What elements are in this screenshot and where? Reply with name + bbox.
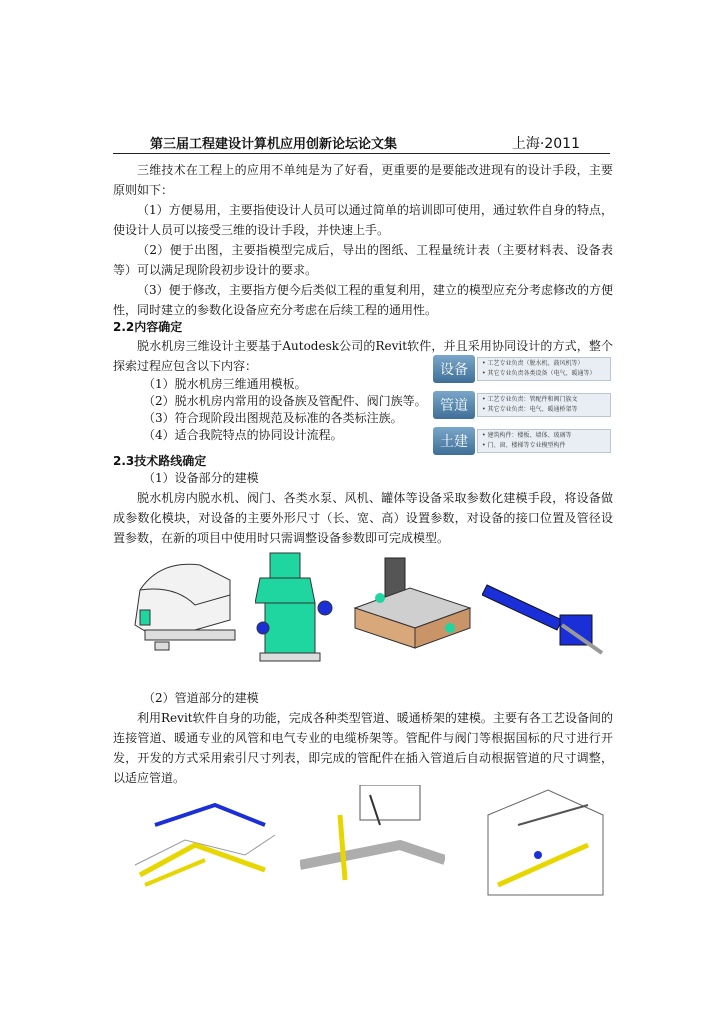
list-item: （3）符合现阶段出图规范及标准的各类标注族。 [143, 411, 403, 425]
page-header [113, 131, 610, 154]
principle-2: （2）便于出图，主要指模型完成后，导出的图纸、工程量统计表（主要材料表、设备表等）可以满足现阶段初步设计的要求。 [113, 243, 613, 277]
diagram-line: • 其它专业负责各类设备（电气、暖通等） [482, 370, 596, 377]
diagram-row-equipment [433, 355, 611, 383]
section-2-2-text: 脱水机房三维设计主要基于Autodesk公司的Revit软件，并且采用协同设计的方式，整个探索过程应包含以下内容： [113, 339, 613, 373]
diagram-row-pipe [433, 391, 611, 419]
section-2-3-title: 2.3技术路线确定 [113, 454, 207, 468]
diagram-panel [477, 393, 611, 417]
diagram-line: • 工艺专业负责（脱水机、鼓风机等） [482, 360, 584, 367]
diagram-label: 土建 [433, 427, 475, 455]
dewatering-machine-image [120, 550, 250, 660]
diagram-label: 管道 [433, 391, 475, 419]
reactor-tank-image [350, 553, 475, 653]
pipe-model-image-2 [300, 785, 445, 895]
diagram-line: • 门、窗、楼梯等专业模型构件 [482, 442, 566, 449]
diagram-line: • 工艺专业负责：管配件和阀门族文 [482, 396, 578, 403]
tank-image [255, 548, 345, 668]
diagram-panel [477, 429, 611, 453]
principle-3: （3）便于修改，主要指方便今后类似工程的重复利用，建立的模型应充分考虑修改的方便性，同时建立的参数化设备应充分考虑在后续工程的通用性。 [113, 283, 613, 317]
diagram-line: • 建筑构件：楼板、墙体、玻璃等 [482, 432, 572, 439]
intro-paragraph: 三维技术在工程上的应用不单纯是为了好看，更重要的是要能改进现有的设计手段，主要原则如下： [113, 163, 613, 197]
modeling-diagram [433, 355, 611, 463]
diagram-line: • 其它专业负责：电气、暖通桥架等 [482, 406, 578, 413]
section-2-3-sub2: （2）管道部分的建模 [143, 691, 259, 705]
section-2-3-text2: 利用Revit软件自身的功能，完成各种类型管道、暖通桥架的建模。主要有各工艺设备间的连接管道、暖通专业的风管和电气专业的电缆桥架等。管配件与阀门等根据国标的尺寸进行开发，开发的方式采用索引尺寸列表，即完成的管配件在插入管道后自动根据管道的尺寸调整，以适应管道。 [113, 711, 613, 785]
diagram-label: 设备 [433, 355, 475, 383]
diagram-row-civil [433, 427, 611, 455]
header-place-year: 上海·2011 [511, 136, 580, 152]
list-item: （2）脱水机房内常用的设备族及管配件、阀门族等。 [143, 394, 427, 408]
list-item: （1）脱水机房三维通用模板。 [143, 377, 307, 391]
pipe-model-image-3 [478, 785, 608, 905]
pump-image [482, 575, 607, 660]
section-2-3-text1: 脱水机房内脱水机、阀门、各类水泵、风机、罐体等设备采取参数化建模手段，将设备做成参数化模块，对设备的主要外形尺寸（长、宽、高）设置参数，对设备的接口位置及管径设置参数，在新的项目中使用时只需调整设备参数即可完成模型。 [113, 491, 613, 545]
diagram-panel [477, 357, 611, 381]
list-item: （4）适合我院特点的协同设计流程。 [143, 428, 343, 442]
principle-1: （1）方便易用，主要指使设计人员可以通过简单的培训即可使用，通过软件自身的特点，使设计人员可以接受三维的设计手段，并快速上手。 [113, 203, 613, 237]
section-2-3-sub1: （1）设备部分的建模 [143, 471, 259, 485]
section-2-2-title: 2.2内容确定 [113, 320, 183, 334]
pipe-model-image-1 [125, 785, 280, 900]
header-title: 第三届工程建设计算机应用创新论坛论文集 [150, 137, 398, 152]
